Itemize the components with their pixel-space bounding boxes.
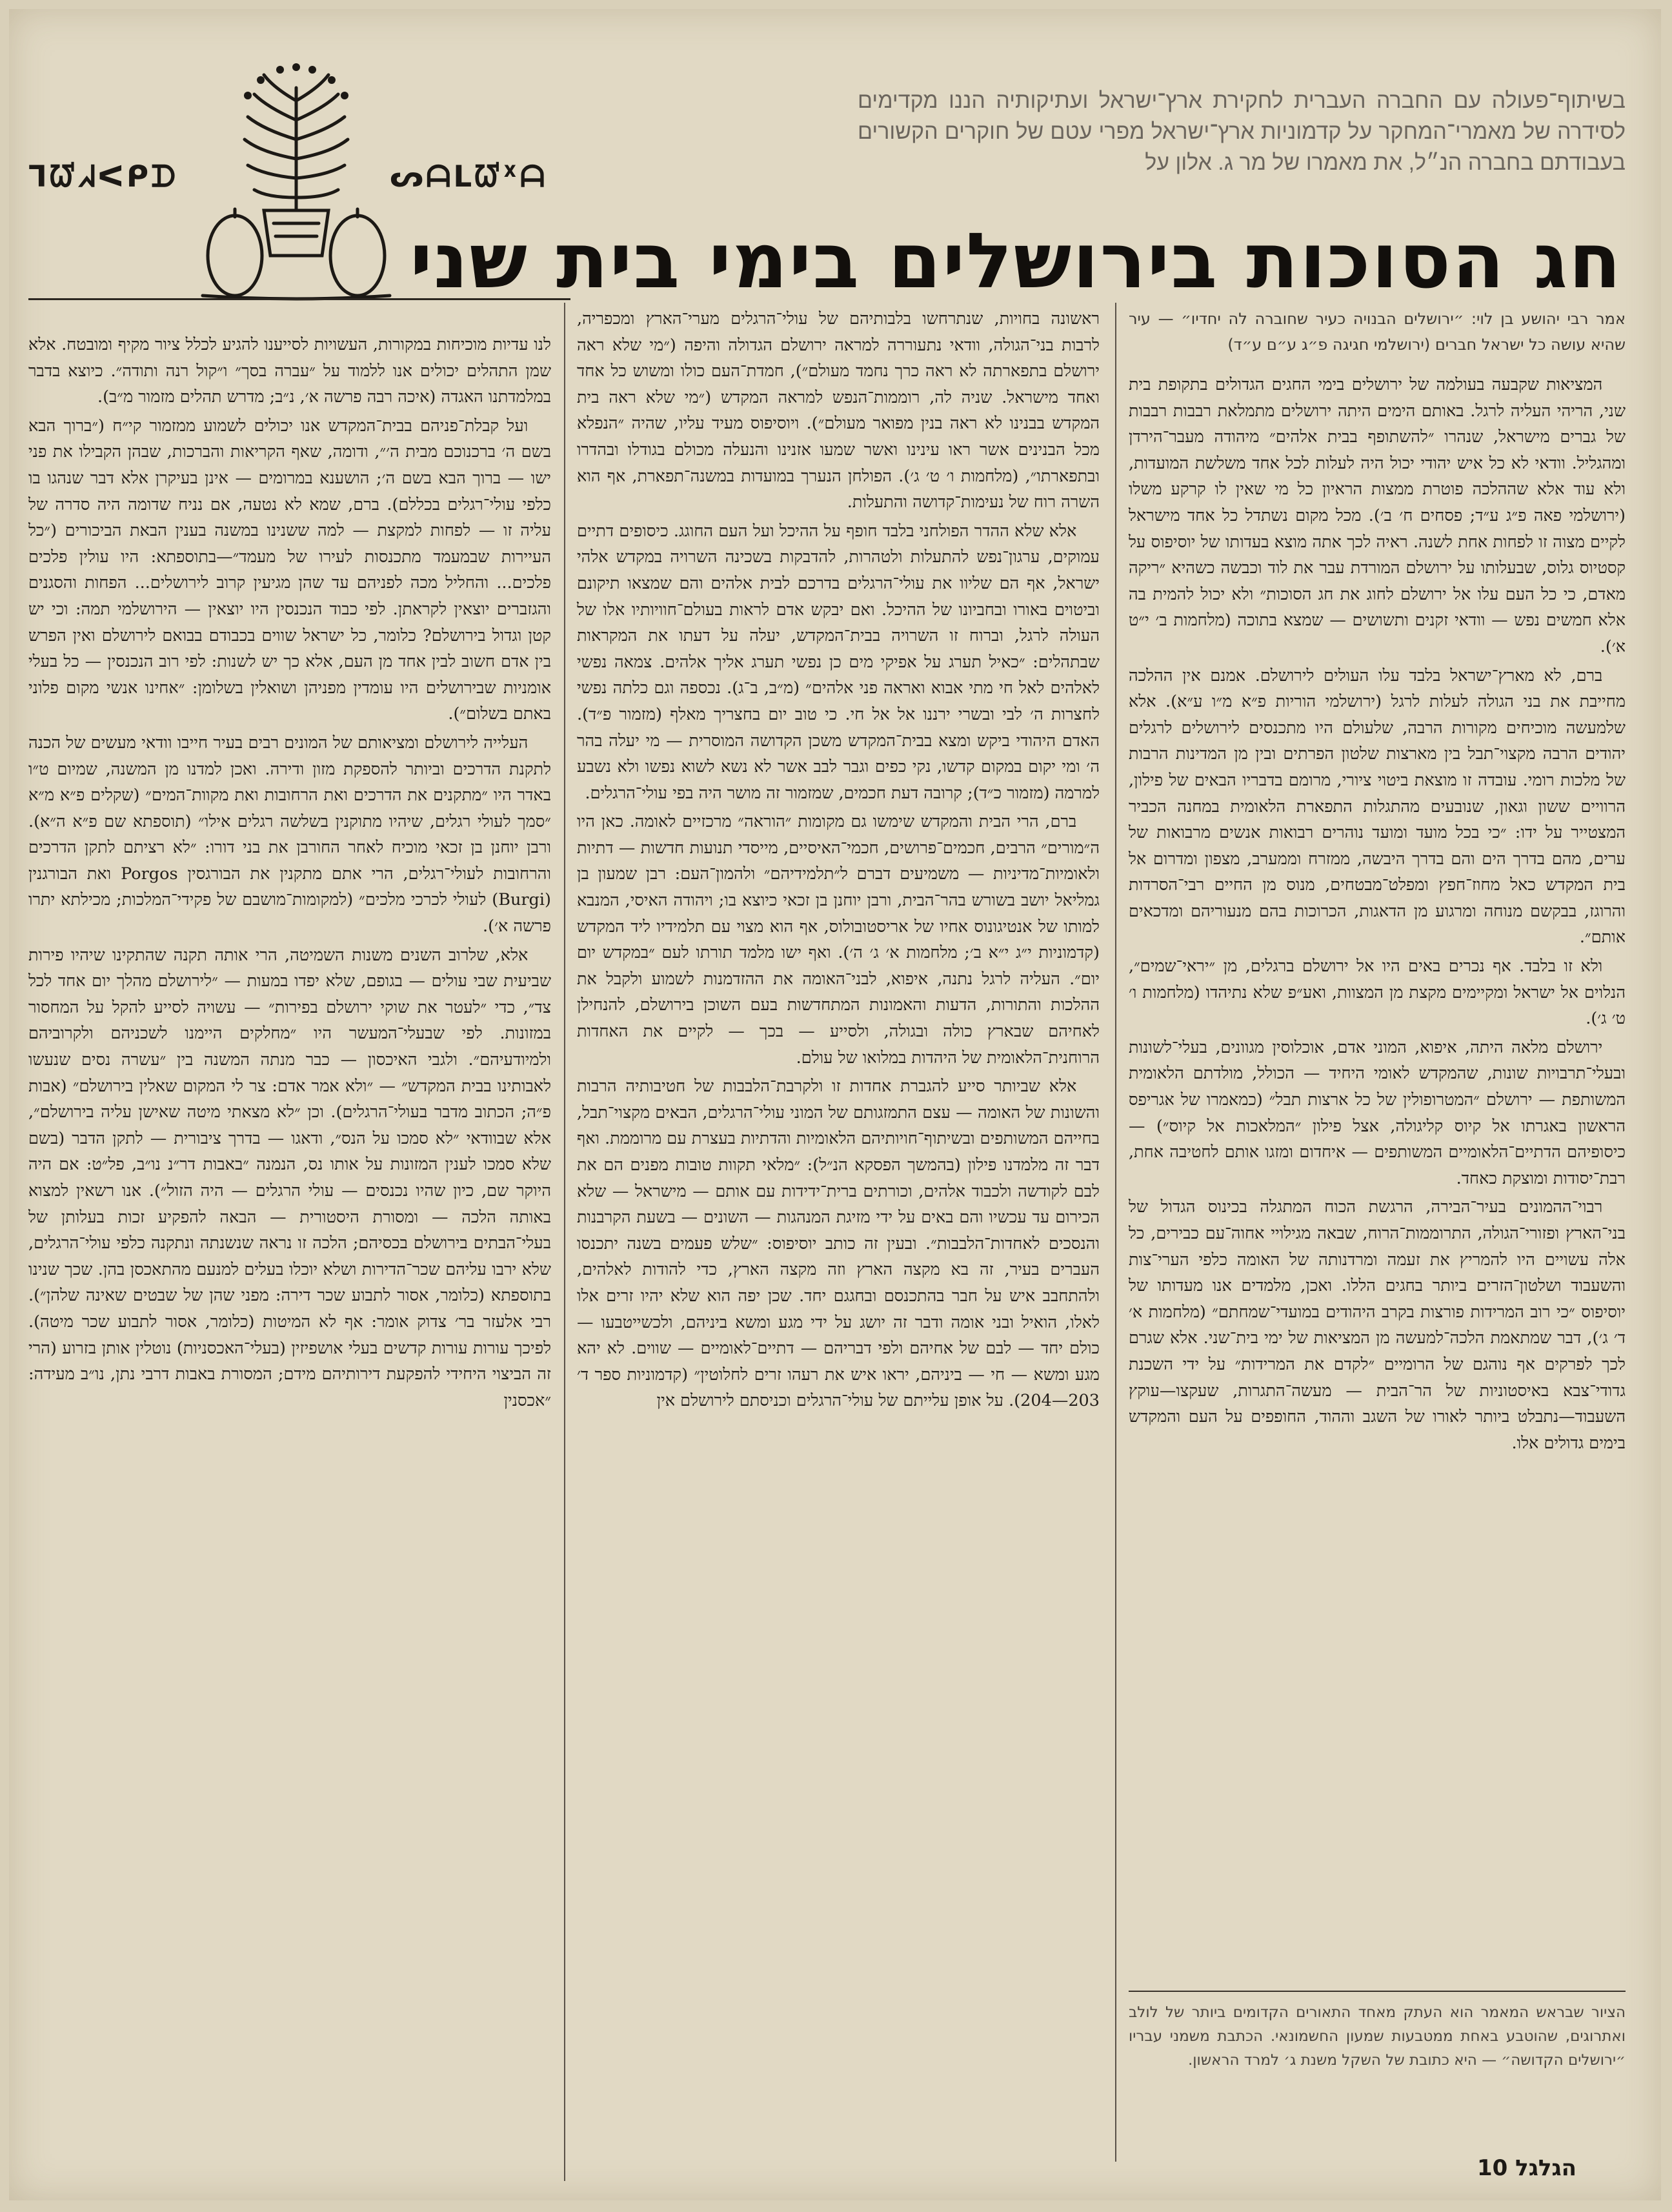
paragraph: אלא שביותר סייע להגברת אחדות זו ולקרבת־הלבבות של חטיבותיה הרבות והשונות של האומה — עצם התמזגותם של המוני עולי־הרגלים, הבאים מקצוי־תבל, בחייהם המשותפים ובשיתוף־חויותיהם הלאומיות והדתיות בעצרת עם מרוממת. ואף דבר זה מלמדנו פילון (בהמשך הפסקא הנ״ל): ״מלאי תקוות טובות מפנים הם את לבם לקודשה ולכבוד אלהים, וכורתים ברית־ידידות עם אותם — מישראל — שלא הכירום עד עכשיו והם באים על ידי מזיגת המנהגות — השונים — בשעת הקרבנות והנסכים לאחדות־הלבבות״. ובעין זה כותב יוסיפוס: ״שלש פעמים בשנה יתכנסו העברים בעיר, זה בא מקצה הארץ וזה מקצה הארץ, כדי להודות לאלהים, ולהתחבב איש על חבר בהתכנסם ובחגגם יחד. שכן יפה הוא שלא יהיו זרים אלו לאלו, הואיל ובני אומה ודבר זה יושג על ידי מגע ומשא ביניהם, ולכשייטבעו — כולם יחד — לבם של אחיהם ולפי דבריהם — דתיים־לאומיים — שווים. לא יהא מגע ומשא — חי — ביניהם, יראו איש את רעהו זרים לחלוטין״ (קדמוניות ספר ד׳ 203—204). על אופן עלייתם של עולי־הרגלים וכניסתם לירושלם אין — [577, 1077, 1100, 1411]
epigraph: אמר רבי יהושע בן לוי: ״ירושלים הבנויה כעיר שחוברה לה יחדיו״ — עיר שהיא עושה כל ישראל חברים (ירושלמי חגיגה פ״ג ע״ם ע״ד) — [1129, 310, 1626, 354]
column-right — [1129, 306, 1626, 1974]
column-middle — [577, 306, 1100, 2181]
page-footer: הגלגל 10 — [1477, 2155, 1577, 2181]
paragraph: ראשונה בחויות, שנתרחשו בלבותיהם של עולי־הרגלים מערי־הארץ ומכפריה, לרבות בני־הגולה, וודאי נתעוררה למראה ירושלם הגדולה והיפה (״מי שלא ראה ירושלם בתפארתה לא ראה כרך נחמד מעולם״), חמדת־העם כולו ומשוש כל אחד ואחד מישראל. שניה לה, רוממות־הנפש למראה המקדש (״מי שלא ראה בית המקדש בבנינו לא ראה בנין מפואר מעולם״). ויוסיפוס מעיד עליו, שהיה ״הנפלא מכל הבנינים אשר ראו עינינו ואשר שמעו אזנינו והנעלה מכולם בגודלו ובהדרו ובתפארתו״, (מלחמות ו׳ ט׳ ג׳). הפולחן הנערך במועדות במשנה־תפארת, אף הוא השרה רוח של נעימות־קדושה והתעלות. — [577, 309, 1100, 512]
paragraph: ולא זו בלבד. אף נכרים באים היו אל ירושלם ברגלים, מן ״יראי־שמים״, הנלוים אל ישראל ומקיימים מקצת מן המצוות, ואע״פ שלא נתיהדו (מלחמות ו׳ ט׳ ג׳). — [1129, 957, 1626, 1029]
logo-script-left: ᒣᘺᖽᐸᑭᗪ — [28, 159, 179, 194]
paragraph: המציאות שקבעה בעולמה של ירושלים בימי החגים הגדולים בתקופת בית שני, הריהי העליה לרגל. באותם הימים היתה ירושלים מתמלאת רבבות רבבות של גברים מישראל, שנהרו ״להשתופף בבית אלהים״ מיהודה מעבר־הירדן ומהגליל. וודאי לא כל איש יהודי יכול היה לעלות לכל אחד משלשת המועדות, ולא עוד אלא שההלכה פוטרת ממצות הראיון כל מי שאין לו קרקע משלו (ירושלמי פאה פ״ג ע״ד; פסחים ח׳ ב׳). מכל מקום נשתדל כל אחד מישראל לקיים מצוה זו לפחות אחת לשנה. ראיה לכך אתה מוצא בעדותו של יוסיפוס על קסטיוס גלוס, שבעלותו על ירושלם המורדת עבר את לוד וכבשה כשהיא ״ריקה מאדם, כי כל העם עלו אל ירושלם לחוג את חג הסוכות״ ולא יכול להמית בה אלא חמשים נפש — וודאי זקנים ותשושים — שמצא בתוכה (מלחמות ב׳ י״ט א׳). — [1129, 375, 1626, 656]
column-left — [28, 332, 551, 2181]
paragraph: אלא שלא ההדר הפולחני בלבד חופף על ההיכל ועל העם החוגג. כיסופים דתיים עמוקים, ערגון־נפש להתעלות ולטהרות, להדבקות בשכינה השרויה במקדש אלהי ישראל, אף הם שליוו את עולי־הרגלים בדרכם לבית אלהים והם שמצאו תיקונם וביטוים באורו ובחביונו של ההיכל. ואם יבקש אדם לראות בעולם־חוויותיו אלו של העולה לרגל, וברוח זו השרויה בבית־המקדש, יעלה על דעתו את המקראות שבתהלים: ״כאיל תערג על אפיקי מים כן נפשי תערג אליך אלהים. צמאה נפשי לאלהים לאל חי מתי אבוא ואראה פני אלהים״ (מ״ב, ב־ג). נכספה וגם כלתה נפשי לחצרות ה׳ לבי ובשרי ירננו אל אל חי. כי טוב יום בחצריך מאלף (מזמור פ״ד). האדם היהודי ביקש ומצא בבית־המקדש משכן הקדושה המוסרית — מי יעלה בהר ה׳ ומי יקום במקום קדשו, נקי כפים וגבר לבב אשר לא נשא לשוא נפשו ולא נשבע למרמה (מזמור כ״ד); קרובה דעת חכמים, שמזמור זה מושר היה בפי עולי־הרגלים. — [577, 521, 1100, 803]
column-divider — [1115, 303, 1116, 2162]
paragraph: ועל קבלת־פניהם בבית־המקדש אנו יכולים לשמוע ממזמור קי״ח (״ברוך הבא בשם ה׳ ברכנוכם מבית ה׳״, ודומה, שאף הקריאות והברכות, שבהן הקבילו את פני ישו — ברוך הבא בשם ה׳; הושענא במרומים — אינן בעיקרן אלא דבר שנהגו בו כלפי עולי־רגלים בכללם). ברם, שמא לא נטעה, אם נניח שדומה היה סדרה של עליה זו — לפחות למקצת — למה ששנינו במשנה בענין הבאת הביכורים (״כל העיירות שבמעמד מתכנסות לעירו של מעמד״—בתוספתא: היו עולין פלכים פלכים... והחליל מכה לפניהם עד שהן מגיעין קרוב לירושלים... הפחות והסגנים והגזברים יוצאין לקראתן. לפי כבוד הנכנסין היו יוצאין — הירושלמי תמה: וכי יש קטן וגדול בירושלם? כלומר, כל ישראל שווים בכבודם בבואם לירושלם ואין הפרש בין אדם חשוב לבין אחד מן העם, אלא כך יש לשנות: לפי רוב הנכנסין — כל בעלי אומניות שבירושלים היו עומדין מפניהן ושואלין בשלומן: ״אחינו אנשי מקום פלוני באתם בשלום״). — [28, 416, 551, 724]
paragraph: לנו עדיות מוכיחות במקורות, העשויות לסייענו להגיע לכלל ציור מקיף ומובטח. אלא שמן התהלים יכולים אנו ללמוד על ״עברה בסך״ ו״קול רנה ותודה״. כיוצא בדבר במלמדתנו האגדה (איכה רבה פרשה א׳, נ״ב; מדרש תהלים מזמור מ״ב). — [28, 335, 551, 407]
paragraph: אלא, שלרוב השנים משנות השמיטה, הרי אותה תקנה שהתקינו שיהיו פירות שביעית שבי עולים — בגופם, שלא יפדו במעות — ״לירושלם מהלך יום אחד לכל צד״, כדי ״לעטר את שוקי ירושלם בפירות״ — עשויה לסייע להקל על המחסור במזונות. לפי שבעלי־המעשר היו ״מחלקים היימנו לשכניהם ולקרוביהם ולמיודעיהם״. ולגבי האיכסון — כבר מנתה המשנה בין ״עשרה נסים שנעשו לאבותינו בבית המקדש״ — ״ולא אמר אדם: צר לי המקום שאלין בירושלם״ (אבות פ״ה; הכתוב מדבר בעולי־הרגלים). וכן ״לא מצאתי מיטה שאישן עליה בירושלם״, אלא שבוודאי ״לא סמכו על הנס״, ודאגו — בדרך ציבורית — לתקן הדבר (בשם שלא סמכו לענין המזונות על אותו נס, הנמנה ״באבות דר״נ נו״ב, פל״ט: אם היה היוקר שם, כיון שהיו נכנסים — עולי הרגלים — היה הזול״). אנו רשאין למצוא באותה הלכה — ומסורת היסטורית — הבאה להפקיע זכות בעלותן של בעלי־הבתים בירושלם בכסיהם; הלכה זו נראה שנשנתה ונתקנה כלפי עולי־הרגלים, שלא ירבו עליהם שכר־הדירות ושלא יוכלו בעלים למנעם מהתאכסן בהן. שכך שנינו בתוספתא (כלומר, אסור לתבוע שכר דירה: מפני שהן של שבטים שאינה שלהן״). רבי אלעזר בר׳ צדוק אומר: אף לא המיטות (כלומר, אסור לתבוע שכר מיטה). לפיכך עורות עורות קדשים בעלי אושפיזין (בעלי־האכסניות) נוטלין אותן בזרוע (הרי זה הביצוי היחידי להפקעת דירותיהם מידם; המסורת באבות דרבי נתן, נו״ב מעידה: ״אכסנין — [28, 945, 551, 1410]
image-caption: הציור שבראש המאמר הוא העתק מאחד התאורים הקדומים ביותר של לולב ואתרוגים, שהוטבע באחת ממטבעות שמעון החשמונאי. הכתבת משמני עבריו ״ירושלים הקדושה״ — היא כתובת של השקל משנת ג׳ למרד הראשון. — [1129, 1991, 1626, 2073]
logo-script-right: ᔕᗩᒪᘺᕁᗩ — [390, 159, 548, 194]
paragraph: ברם, לא מארץ־ישראל בלבד עלו העולים לירושלם. אמנם אין ההלכה מחייבת את בני הגולה לעלות לרגל (ירושלמי הוריות פ״א מ״ו ע״א). אלא שלמעשה מוכיחים מקורות הרבה, שלעולם היו מתכנסים לירושלים לרגלים יהודים הרבה מקצוי־תבל בין מארצות שלטון הפרתים ובין מן המדינות הרבות של מלכות רומי. עובדה זו מוצאת ביטוי ציורי, מרומם בדבריו הבאים של פילון, הרוויים ששון וגאון, שנובעים מהתגלות התפארת הלאומית במחנה הכביר המצטייר על ידו: ״כי בכל מועד ומועד נוהרים רבואות אנשים מרבואות של ערים, מהם בדרך הים והם בדרך היבשה, ממזרח וממערב, מצפון ומדרום אל בית המקדש כאל מחוז־חפץ ומפלט־מבטחים, מנוס מן החיים רבי־הסרדות והרוגז, בבקשם מנוחה ומרגוע מן הדאגות, הכרוכות בהם מנעוריהם ומדכאים אותם״. — [1129, 665, 1626, 948]
column-divider — [564, 303, 565, 2181]
intro-blurb: בשיתוף־פעולה עם החברה העברית לחקירת ארץ־ישראל ועתיקותיה הננו מקדימים לסידרה של מאמרי־המחקר על קדמוניות ארץ־ישראל מפרי עטם של חוקרים הקשורים בעבודתם בחברה הנ״ל, את מאמרו של מר ג. אלון על — [858, 88, 1626, 175]
paragraph: ברם, הרי הבית והמקדש שימשו גם מקומות ״הוראה״ מרכזיים לאומה. כאן היו ה״מורים״ הרבים, חכמים־פרושים, חכמי־האיסיים, מייסדי תנועות חדשות — דתיות ולאומיות־מדיניות — משמיעים דברם ל״תלמידיהם״ ולהמון־העם: רבן שמעון בן גמליאל יושב בשורש בהר־הבית, ורבן יוחנן בן זכאי כיוצא בו; ויהודה האיסי, המנבא למותו של אנטיגונוס אחיו של אריסטובולוס, אף הוא מצוי עם תלמידיו ליד המקדש (קדמוניות י״ג י״א ב׳; מלחמות א׳ ג׳ ה׳). ואף ישו מלמד תורתו לעם ״במקדש יום יום״. העליה לרגל נתנה, איפוא, לבני־האומה את ההזדמנות לשמוע ולקבל את ההלכות והתורות, הדעות והאמונות המתחדשות בעם השוכן בירושלם, להנחילן לאחיהם שבארץ כולה ובגולה, ולסייע — בכך — לקיים את האחדות הרוחנית־הלאומית של היהדות במלואו של עולם. — [577, 812, 1100, 1068]
paragraph: רבוי־ההמונים בעיר־הבירה, הרגשת הכוח המתגלה בכינוס הגדול של בני־הארץ ופזורי־הגולה, התרוממות־הרוח, שבאה מגילויי אחוה־עם כבירים, כל אלה עשויים היו להמריץ את זעמה ומרדנותה של האומה כלפי הערי־צות והשעבוד ושלטון־הזרים ביותר בחגים הללו. ואכן, מלמדים אנו מעדותו של יוסיפוס ״כי רוב המרידות פורצות בקרב היהודים במועדי־שמחתם״ (מלחמות א׳ ד׳ ג׳), דבר שמתאמת הלכה־למעשה מן המציאות של ימי בית־שני. אלא שגרם לכך לפרקים אף נוהגם של הרומיים ״לקדם את המרידות״ על ידי השכנת גדודי־צבא באיסטוניות של הר־הבית — מעשה־התגרות, שעקצו—עוקץ השעבוד—נתבלט ביותר לאורו של השגב וההוד, החופפים על העם והמקדש בימים גדולים אלו. — [1129, 1197, 1626, 1453]
article-headline: חג הסוכות בירושלים בימי בית שני — [410, 216, 1622, 305]
paragraph: ירושלם מלאה היתה, איפוא, המוני אדם, אוכלוסין מגוונים, בעלי־לשונות ובעלי־תרבויות שונות, שהמקדש לאומי היחיד — הכולל, מולדתם הלאומית המשותפת — ירושלם ״המטרופולין של כל ארצות תבל״ (כמאמרו של אגריפס הראשון באגרתו אל קיוס קליגולה, אצל פילון ״המלאכות אל קיוס״) — כיסופיהם הדתיים־הלאומיים המשותפים — איחדום ומזגו אותם לחטיבה אחת, רבת־יסודות ומוצקת כאחד. — [1129, 1037, 1626, 1188]
paragraph: העלייה לירושלם ומציאותם של המונים רבים בעיר חייבו וודאי מעשים של הכנה לתקנת הדרכים וביותר להספקת מזון ודירה. ואכן למדנו מן המשנה, שמיום ט״ו באדר היו ״מתקנים את הדרכים ואת הרחובות ואת מקוות־המים״ (שקלים פ״א מ״א ״סמך לעולי רגלים, שיהיו מתוקנין בשלשה רגלים אילו״ (תוספתא שם פ״א ה״א). ורבן יוחנן בן זכאי מוכיח לאחר החורבן את בני דורו: ״לא רציתם לתקן הדרכים והרחובות לעולי־רגלים, הרי אתם מתקנין את הבורגסין Porgos ואת הבורגנין (Burgi) לעולי לכרכי מלכים״ (למקומות־מושבם של פקידי־המלכות; מכילתא יתרו פרשה א׳). — [28, 733, 551, 937]
newspaper-page — [9, 9, 1661, 2200]
